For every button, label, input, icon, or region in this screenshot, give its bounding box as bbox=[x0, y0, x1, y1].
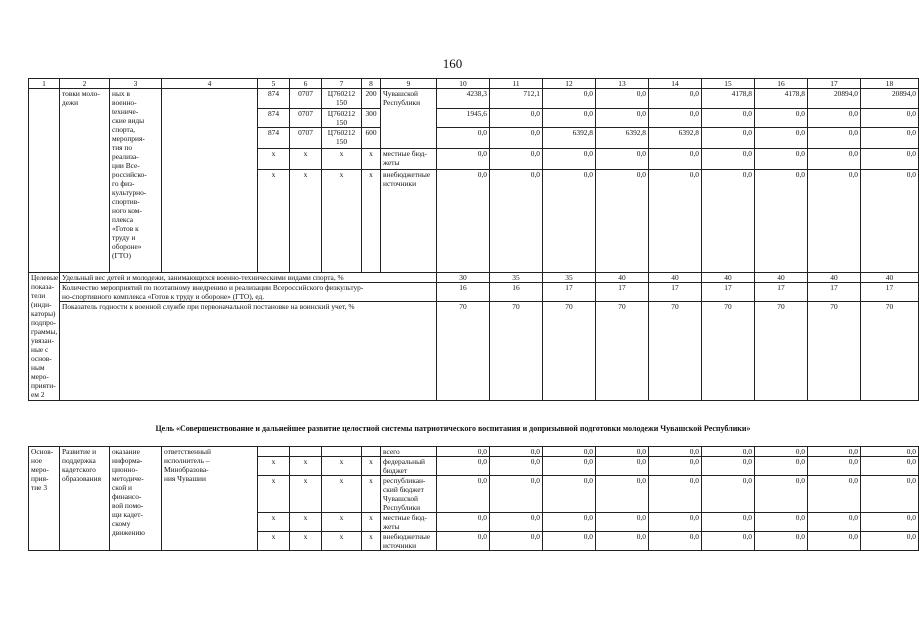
col3-cell: оказание информа- ционно- методиче- ской и финансо- вой помо- щи кадет- скому движению bbox=[110, 447, 162, 551]
page-number: 160 bbox=[442, 56, 463, 71]
table-row bbox=[29, 89, 919, 109]
value-cell: 0,0 bbox=[861, 109, 919, 128]
value-cell: 0,0 bbox=[861, 457, 919, 476]
indicator-value-cell: 17 bbox=[702, 283, 755, 302]
value-cell: 0,0 bbox=[702, 170, 755, 273]
value-cell: 0,0 bbox=[755, 476, 808, 513]
table-cell: x bbox=[290, 532, 322, 551]
table-cell: 600 bbox=[362, 128, 381, 149]
table-cell bbox=[362, 447, 381, 457]
value-cell: 0,0 bbox=[755, 128, 808, 149]
indicator-value-cell: 30 bbox=[437, 273, 490, 283]
indicator-value-cell: 70 bbox=[702, 302, 755, 401]
value-cell: 4238,3 bbox=[437, 89, 490, 109]
table-cell: 200 bbox=[362, 89, 381, 109]
value-cell: 0,0 bbox=[437, 532, 490, 551]
indicators-label-cell: Целевые показа- тели (инди- каторы) подпро- граммы, увязан- ные с основ- ным меро- прияти- ем 2 bbox=[29, 273, 60, 401]
value-cell: 0,0 bbox=[543, 447, 596, 457]
value-cell: 0,0 bbox=[649, 532, 702, 551]
value-cell: 0,0 bbox=[808, 128, 861, 149]
value-cell: 0,0 bbox=[755, 170, 808, 273]
col3-cell: ных в военно- tехниче- ские виды спорта, мероприя- тия по реализа- ции Все- российско- го физ- культурно- спортив- ного ком- плекса «Готов к труду и обороне» (ГТО) bbox=[110, 89, 162, 273]
value-cell: 0,0 bbox=[702, 128, 755, 149]
value-cell: 0,0 bbox=[755, 513, 808, 532]
source-cell: местные бюд- жеты bbox=[381, 513, 437, 532]
column-number-cell: 12 bbox=[543, 79, 596, 89]
indicator-value-cell: 40 bbox=[861, 273, 919, 283]
value-cell: 0,0 bbox=[596, 513, 649, 532]
column-number-cell: 17 bbox=[808, 79, 861, 89]
value-cell: 20894,0 bbox=[808, 89, 861, 109]
header-row bbox=[29, 79, 919, 89]
value-cell: 0,0 bbox=[490, 532, 543, 551]
value-cell: 0,0 bbox=[543, 170, 596, 273]
table-cell: x bbox=[322, 532, 362, 551]
value-cell: 0,0 bbox=[437, 128, 490, 149]
indicator-value-cell: 70 bbox=[649, 302, 702, 401]
value-cell: 0,0 bbox=[702, 476, 755, 513]
table-cell: x bbox=[258, 513, 290, 532]
value-cell: 0,0 bbox=[861, 128, 919, 149]
value-cell: 0,0 bbox=[490, 476, 543, 513]
budget-table-top bbox=[28, 78, 919, 401]
value-cell: 0,0 bbox=[649, 447, 702, 457]
table-cell: x bbox=[290, 513, 322, 532]
value-cell: 4178,8 bbox=[755, 89, 808, 109]
indicator-value-cell: 17 bbox=[755, 283, 808, 302]
value-cell: 0,0 bbox=[437, 476, 490, 513]
value-cell: 0,0 bbox=[437, 149, 490, 170]
source-cell: федеральный бюджет bbox=[381, 457, 437, 476]
value-cell: 0,0 bbox=[861, 170, 919, 273]
value-cell: 0,0 bbox=[596, 109, 649, 128]
value-cell: 0,0 bbox=[702, 532, 755, 551]
column-number-cell: 5 bbox=[258, 79, 290, 89]
value-cell: 0,0 bbox=[490, 128, 543, 149]
value-cell: 0,0 bbox=[437, 513, 490, 532]
indicator-value-cell: 40 bbox=[702, 273, 755, 283]
value-cell: 0,0 bbox=[702, 513, 755, 532]
value-cell: 0,0 bbox=[543, 149, 596, 170]
value-cell: 0,0 bbox=[490, 149, 543, 170]
budget-table-bottom bbox=[28, 446, 919, 551]
indicator-value-cell: 70 bbox=[490, 302, 543, 401]
value-cell: 0,0 bbox=[808, 476, 861, 513]
table-cell: x bbox=[362, 457, 381, 476]
table-cell: x bbox=[362, 476, 381, 513]
column-number-cell: 15 bbox=[702, 79, 755, 89]
indicator-value-cell: 35 bbox=[490, 273, 543, 283]
value-cell: 0,0 bbox=[596, 476, 649, 513]
source-cell: Чувашской Республики bbox=[381, 89, 437, 149]
column-number-cell: 1 bbox=[29, 79, 60, 89]
table-cell: 874 bbox=[258, 89, 290, 109]
table-cell: x bbox=[258, 476, 290, 513]
value-cell: 20894,0 bbox=[861, 89, 919, 109]
table-cell: x bbox=[258, 532, 290, 551]
table-cell bbox=[322, 447, 362, 457]
indicator-text-cell: Удельный вес детей и молодежи, занимающихся военно-техническими видами спорта, % bbox=[60, 273, 437, 283]
table-cell: x bbox=[362, 149, 381, 170]
table-cell: x bbox=[322, 513, 362, 532]
column-number-cell: 10 bbox=[437, 79, 490, 89]
table-cell: x bbox=[290, 170, 322, 273]
table-cell: x bbox=[290, 476, 322, 513]
value-cell: 0,0 bbox=[755, 447, 808, 457]
value-cell: 0,0 bbox=[490, 457, 543, 476]
column-number-cell: 4 bbox=[162, 79, 258, 89]
table-cell: x bbox=[290, 149, 322, 170]
table-cell: x bbox=[322, 457, 362, 476]
indicator-text-cell: Количество мероприятий по поэтапному внедрению и реализации Всероссийского физкультур- но-спортивного комплекса «Готов к труду и обороне» (ГТО), ед. bbox=[60, 283, 437, 302]
indicator-value-cell: 16 bbox=[490, 283, 543, 302]
col4-cell: ответственный исполнитель – Минобразова- ния Чувашии bbox=[162, 447, 258, 551]
value-cell: 0,0 bbox=[702, 149, 755, 170]
indicator-value-cell: 16 bbox=[437, 283, 490, 302]
value-cell: 0,0 bbox=[702, 447, 755, 457]
value-cell: 0,0 bbox=[861, 447, 919, 457]
col1-cell bbox=[29, 89, 60, 273]
table-cell: x bbox=[362, 532, 381, 551]
table-cell: Ц760212 150 bbox=[322, 89, 362, 109]
table-cell: 0707 bbox=[290, 128, 322, 149]
indicator-value-cell: 17 bbox=[543, 283, 596, 302]
indicator-value-cell: 35 bbox=[543, 273, 596, 283]
value-cell: 0,0 bbox=[596, 89, 649, 109]
value-cell: 0,0 bbox=[649, 89, 702, 109]
value-cell: 0,0 bbox=[755, 457, 808, 476]
indicator-row bbox=[29, 283, 919, 302]
col4-cell bbox=[162, 89, 258, 273]
indicator-value-cell: 70 bbox=[596, 302, 649, 401]
table-cell: 874 bbox=[258, 128, 290, 149]
column-number-cell: 3 bbox=[110, 79, 162, 89]
table-cell: x bbox=[362, 513, 381, 532]
value-cell: 0,0 bbox=[649, 457, 702, 476]
value-cell: 0,0 bbox=[649, 170, 702, 273]
value-cell: 0,0 bbox=[808, 170, 861, 273]
value-cell: 0,0 bbox=[437, 170, 490, 273]
value-cell: 6392,8 bbox=[649, 128, 702, 149]
indicator-text-cell: Показатель годности к военной службе при первоначальной постановке на воинский учет, % bbox=[60, 302, 437, 401]
indicator-value-cell: 17 bbox=[649, 283, 702, 302]
indicator-value-cell: 70 bbox=[755, 302, 808, 401]
value-cell: 4178,8 bbox=[702, 89, 755, 109]
value-cell: 0,0 bbox=[808, 109, 861, 128]
table-cell: Ц760212 150 bbox=[322, 128, 362, 149]
col2-cell: товки моло- дежи bbox=[60, 89, 110, 273]
table-cell: Ц760212 150 bbox=[322, 109, 362, 128]
value-cell: 0,0 bbox=[596, 149, 649, 170]
value-cell: 0,0 bbox=[543, 513, 596, 532]
table-cell bbox=[290, 447, 322, 457]
column-number-cell: 14 bbox=[649, 79, 702, 89]
value-cell: 0,0 bbox=[702, 457, 755, 476]
table-cell: 300 bbox=[362, 109, 381, 128]
value-cell: 0,0 bbox=[861, 476, 919, 513]
source-cell: внебюджетные источники bbox=[381, 532, 437, 551]
column-number-cell: 7 bbox=[322, 79, 362, 89]
value-cell: 0,0 bbox=[861, 532, 919, 551]
indicator-value-cell: 17 bbox=[596, 283, 649, 302]
column-number-cell: 6 bbox=[290, 79, 322, 89]
table-cell: 0707 bbox=[290, 89, 322, 109]
value-cell: 0,0 bbox=[649, 513, 702, 532]
value-cell: 0,0 bbox=[755, 109, 808, 128]
table-cell: x bbox=[322, 170, 362, 273]
source-cell: местные бюд- жеты bbox=[381, 149, 437, 170]
value-cell: 0,0 bbox=[437, 447, 490, 457]
indicator-value-cell: 70 bbox=[543, 302, 596, 401]
value-cell: 712,1 bbox=[490, 89, 543, 109]
value-cell: 0,0 bbox=[861, 513, 919, 532]
value-cell: 0,0 bbox=[649, 476, 702, 513]
table-cell bbox=[258, 447, 290, 457]
value-cell: 0,0 bbox=[808, 149, 861, 170]
goal-title: Цель «Совершенствование и дальнейшее развитие целостной системы патриотического воспитания и допризывной подготовки молодежи Чувашской Республики» bbox=[155, 424, 751, 433]
value-cell: 0,0 bbox=[649, 149, 702, 170]
col2-cell: Развитие и поддержка кадетского образования bbox=[60, 447, 110, 551]
indicator-row bbox=[29, 302, 919, 401]
value-cell: 0,0 bbox=[702, 109, 755, 128]
table-cell: x bbox=[322, 149, 362, 170]
column-number-cell: 16 bbox=[755, 79, 808, 89]
value-cell: 0,0 bbox=[596, 457, 649, 476]
column-number-cell: 9 bbox=[381, 79, 437, 89]
indicator-value-cell: 70 bbox=[861, 302, 919, 401]
value-cell: 1945,6 bbox=[437, 109, 490, 128]
source-cell: внебюджетные источники bbox=[381, 170, 437, 273]
value-cell: 0,0 bbox=[543, 532, 596, 551]
table-cell: 0707 bbox=[290, 109, 322, 128]
value-cell: 0,0 bbox=[596, 532, 649, 551]
col1-cell: Основ- ное меро- прия- тие 3 bbox=[29, 447, 60, 551]
indicator-value-cell: 40 bbox=[755, 273, 808, 283]
value-cell: 0,0 bbox=[543, 109, 596, 128]
value-cell: 0,0 bbox=[490, 170, 543, 273]
indicator-value-cell: 40 bbox=[649, 273, 702, 283]
value-cell: 0,0 bbox=[808, 447, 861, 457]
table-cell: 874 bbox=[258, 109, 290, 128]
value-cell: 0,0 bbox=[808, 513, 861, 532]
value-cell: 0,0 bbox=[808, 457, 861, 476]
table-cell: x bbox=[258, 149, 290, 170]
value-cell: 0,0 bbox=[543, 89, 596, 109]
value-cell: 0,0 bbox=[596, 170, 649, 273]
value-cell: 0,0 bbox=[861, 149, 919, 170]
value-cell: 6392,8 bbox=[596, 128, 649, 149]
source-cell: всего bbox=[381, 447, 437, 457]
value-cell: 0,0 bbox=[755, 532, 808, 551]
value-cell: 0,0 bbox=[543, 476, 596, 513]
value-cell: 0,0 bbox=[543, 457, 596, 476]
column-number-cell: 18 bbox=[861, 79, 919, 89]
value-cell: 0,0 bbox=[649, 109, 702, 128]
value-cell: 0,0 bbox=[490, 109, 543, 128]
table-cell: x bbox=[362, 170, 381, 273]
value-cell: 0,0 bbox=[755, 149, 808, 170]
value-cell: 0,0 bbox=[490, 447, 543, 457]
indicator-value-cell: 17 bbox=[861, 283, 919, 302]
table-cell: x bbox=[322, 476, 362, 513]
indicator-value-cell: 17 bbox=[808, 283, 861, 302]
column-number-cell: 11 bbox=[490, 79, 543, 89]
indicator-value-cell: 70 bbox=[437, 302, 490, 401]
column-number-cell: 13 bbox=[596, 79, 649, 89]
value-cell: 0,0 bbox=[490, 513, 543, 532]
value-cell: 0,0 bbox=[437, 457, 490, 476]
table-cell: x bbox=[258, 170, 290, 273]
value-cell: 0,0 bbox=[808, 532, 861, 551]
indicator-row bbox=[29, 273, 919, 283]
table-cell: x bbox=[258, 457, 290, 476]
value-cell: 6392,8 bbox=[543, 128, 596, 149]
table-row bbox=[29, 447, 919, 457]
value-cell: 0,0 bbox=[596, 447, 649, 457]
source-cell: республикан- ский бюджет Чувашской Республики bbox=[381, 476, 437, 513]
column-number-cell: 2 bbox=[60, 79, 110, 89]
indicator-value-cell: 40 bbox=[808, 273, 861, 283]
table-cell: x bbox=[290, 457, 322, 476]
indicator-value-cell: 70 bbox=[808, 302, 861, 401]
column-number-cell: 8 bbox=[362, 79, 381, 89]
indicator-value-cell: 40 bbox=[596, 273, 649, 283]
